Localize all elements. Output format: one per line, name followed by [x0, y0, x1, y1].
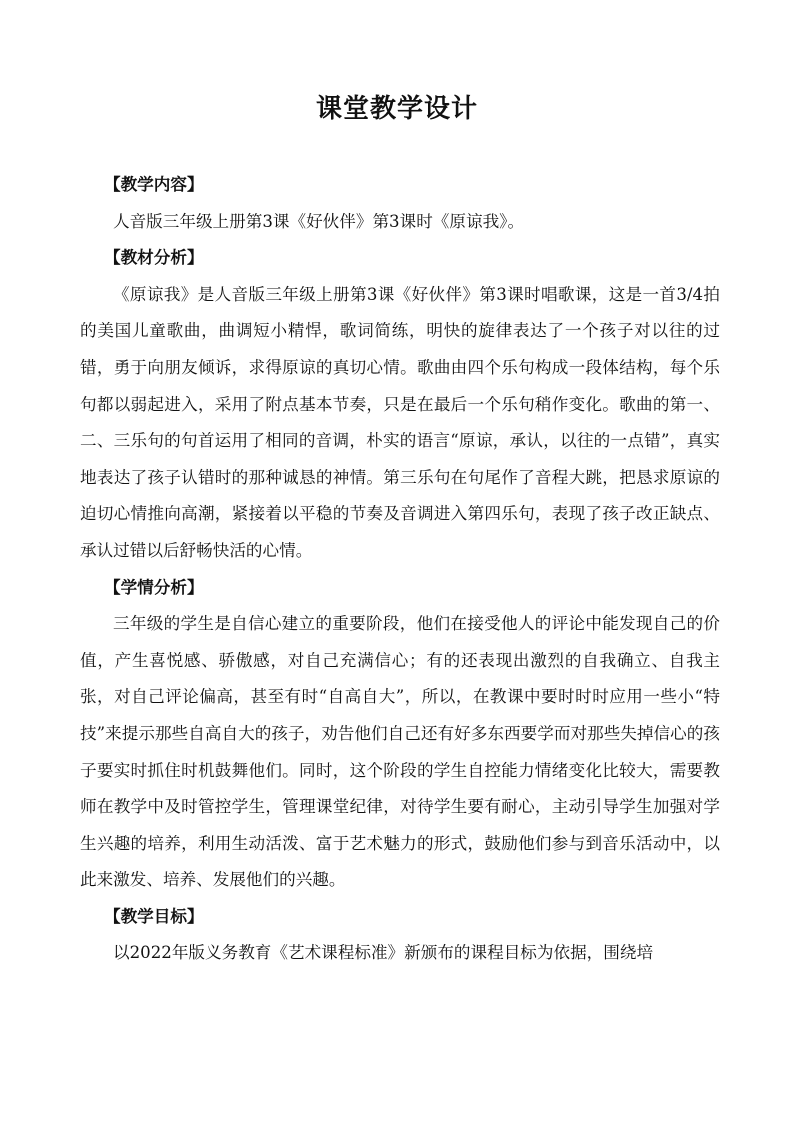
section-teaching-goals — [80, 899, 720, 972]
section-student-analysis — [80, 570, 720, 899]
section-heading: 【教材分析】 — [104, 248, 204, 268]
document-body — [80, 167, 720, 972]
section-paragraph: 人音版三年级上册第3课《好伙伴》第3课时《原谅我》。 — [113, 211, 525, 231]
section-paragraph: 以2022年版义务教育《艺术课程标准》新颁布的课程目标为依据，围绕培 — [113, 943, 654, 963]
section-teaching-content — [80, 167, 720, 240]
section-heading: 【教学内容】 — [104, 175, 204, 194]
page-title: 课堂教学设计 — [315, 94, 478, 124]
section-textbook-analysis — [80, 240, 720, 569]
section-heading: 【学情分析】 — [104, 577, 204, 597]
section-paragraph: 《原谅我》是人音版三年级上册第3课《好伙伴》第3课时唱歌课，这是一首3/4拍的美国儿童歌曲，曲调短小精悍，歌词简练，明快的旋律表达了一个孩子对以往的过错，勇于向朋友倾诉，求得原谅的真切心情。歌曲由四个乐句构成一段体结构，每个乐句都以弱起进入，采用了附点基本节奏，只是在最后一个乐句稍作变化。歌曲的第一、二、三乐句的句首运用了相同的音调，朴实的语言“原谅，承认，以往的一点错”，真实地表达了孩子认错时的那种诚恳的神情。第三乐句在句尾作了音程大跳，把恳求原谅的迫切心情推向高潮，紧接着以平稳的节奏及音调进入第四乐句，表现了孩子改正缺点、承认过错以后舒畅快活的心情。 — [80, 284, 720, 560]
section-paragraph: 三年级的学生是自信心建立的重要阶段，他们在接受他人的评论中能发现自己的价值，产生喜悦感、骄傲感，对自己充满信心；有的还表现出激烈的自我确立、自我主张，对自己评论偏高，甚至有时“自高自大”，所以，在教课中要时时时应用一些小“特技”来提示那些自高自大的孩子，劝告他们自己还有好多东西要学而对那些失掉信心的孩子要实时抓住时机鼓舞他们。同时，这个阶段的学生自控能力情绪变化比较大，需要教师在教学中及时管控学生，管理课堂纪律，对待学生要有耐心，主动引导学生加强对学生兴趣的培养，利用生动活泼、富于艺术魅力的形式，鼓励他们参与到音乐活动中，以此来激发、培养、发展他们的兴趣。 — [80, 614, 720, 890]
section-heading: 【教学目标】 — [104, 906, 204, 926]
